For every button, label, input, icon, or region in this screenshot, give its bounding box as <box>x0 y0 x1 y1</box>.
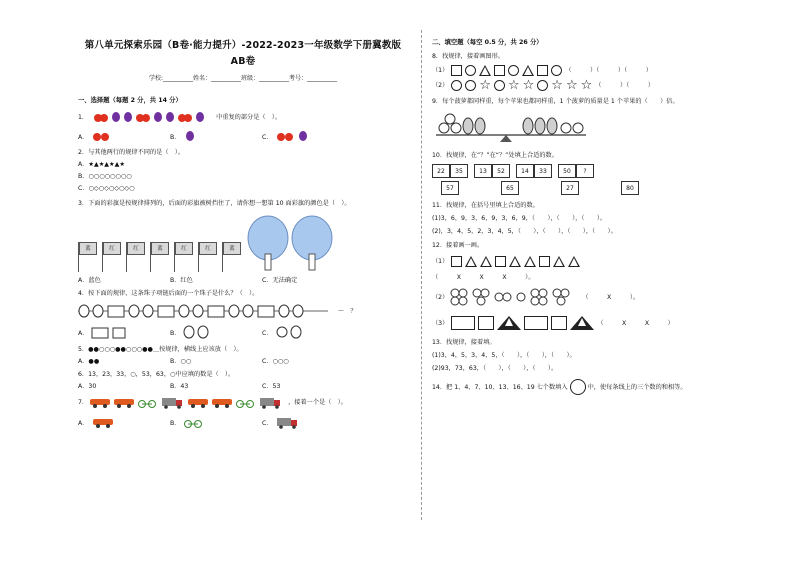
q12-line-2: （2） （ X ）。 <box>432 288 762 306</box>
q12-line-1: （1） <box>432 256 762 267</box>
rectangle-shape <box>451 316 475 330</box>
circle-shape <box>451 80 462 91</box>
q5-options <box>78 357 408 366</box>
q3-options <box>78 276 408 285</box>
star-shape: ☆ <box>507 78 520 93</box>
flag-item <box>78 242 102 272</box>
question-10: 10．找规律，在“？”在“？”处填上合适的数。 <box>432 152 558 159</box>
page-title: 第八单元探索乐园（B卷·能力提升）-2022-2023一年级数学下册冀教版AB卷 <box>84 40 402 67</box>
q12-line-2-blanks[interactable]: （ X ）。 <box>582 293 640 301</box>
q6-option-c[interactable]: C．53 <box>262 383 281 390</box>
q1-option-c[interactable]: C． <box>262 130 312 142</box>
q4-option-c[interactable]: C． <box>262 325 306 339</box>
q8-line-1-blanks[interactable]: （ ）（ ）（ ） <box>565 67 652 74</box>
q8-line-2: （2） ☆ ☆ ☆ ☆ ☆ ☆ （ ）（ ） <box>432 78 655 93</box>
flag-item <box>150 242 174 272</box>
plum-icon <box>166 112 174 122</box>
cherry-icon <box>94 114 108 122</box>
square-shape <box>451 65 462 76</box>
car-icon <box>90 399 110 408</box>
pineapple-icon <box>523 118 557 134</box>
q1-options <box>78 130 408 142</box>
q1-option-b[interactable]: B． <box>170 130 262 142</box>
flag-label: 红 <box>175 242 193 255</box>
star-shape: ☆ <box>565 78 578 93</box>
q13-line-2[interactable]: (2)93，73，63，（ ），（ ），（ ）。 <box>432 365 558 372</box>
rectangle-shape <box>524 316 548 330</box>
circle-shape <box>551 65 562 76</box>
tree-icon <box>248 216 288 270</box>
question-12: 12．接着画一画。 <box>432 242 484 249</box>
rectangle-shape <box>478 316 494 330</box>
truck-icon <box>162 398 182 409</box>
section-fill-heading: 二、填空题（每空 0.5 分，共 26 分） <box>432 39 543 46</box>
question-11: 11．找规律，在括号里填上合适的数。 <box>432 202 539 209</box>
q4-options <box>78 325 408 339</box>
q6-options <box>78 382 408 391</box>
q4-option-b[interactable]: B． <box>170 325 262 339</box>
flag-item <box>126 242 150 272</box>
car-icon <box>212 399 232 408</box>
blank-circle-icon[interactable] <box>570 379 586 395</box>
rectangle-shape <box>551 316 567 330</box>
q5-option-a[interactable]: A．●● <box>78 358 100 365</box>
question-4: 4．按下面的规律，这条珠子项链后面的一个珠子是什么？（ ）。 <box>78 290 259 297</box>
question-2: 2．与其他两行的规律不同的是（ ）。 <box>78 149 185 156</box>
flag-item <box>198 242 222 272</box>
tree-icon <box>292 216 332 270</box>
q7-options <box>78 415 408 429</box>
question-14: 14．把 1、4、7、10、13、16、19 七个数填入 中，使每条线上的三个数的和相等。 <box>432 379 762 395</box>
flag-label: 红 <box>103 242 121 255</box>
triangle-shape <box>480 256 492 267</box>
circle-shape <box>465 65 476 76</box>
q3-option-b[interactable]: B．红色 <box>170 277 193 284</box>
bicycle-icon <box>139 401 156 408</box>
flag-label: 蓝 <box>223 242 241 255</box>
q13-line-1[interactable]: (1)3，4，5，3，4，5，（ ），（ ），（ ）。 <box>432 352 576 359</box>
square-shape <box>537 65 548 76</box>
flag-item <box>174 242 198 272</box>
triangle-shape <box>522 65 534 76</box>
q4-question-mark: ～ ？ <box>338 307 357 315</box>
pineapple-icon <box>463 118 485 134</box>
q11-line-1[interactable]: (1)3，6，9，3，6，9，3，6，9，（ ），（ ），（ ）。 <box>432 215 607 222</box>
q7-option-b[interactable]: B． <box>170 415 262 429</box>
q2-option-a[interactable]: A．★▲★▲★▲★ <box>78 161 125 168</box>
bicycle-icon <box>237 401 254 408</box>
q4-option-a[interactable]: A． <box>78 325 170 339</box>
circle-shape <box>508 65 519 76</box>
balance-scale-illustration <box>436 109 586 143</box>
apple-icon <box>439 114 461 133</box>
q3-option-c[interactable]: C．无法确定 <box>262 277 298 284</box>
question-1: 1． 中重复的部分是（ ）。 <box>78 110 408 124</box>
flag-label: 红 <box>199 242 217 255</box>
plum-icon <box>124 112 132 122</box>
section-choice-heading: 一、选择题（每题 2 分，共 14 分） <box>78 97 182 104</box>
star-shape: ☆ <box>479 78 491 93</box>
car-icon <box>188 399 208 408</box>
triangle-shape <box>479 65 491 76</box>
q7-option-a[interactable]: A． <box>78 415 170 429</box>
q4-bead-chain <box>78 303 408 319</box>
cherry-icon <box>178 114 192 122</box>
q6-option-b[interactable]: B．43 <box>170 383 189 390</box>
plum-icon <box>112 112 120 122</box>
q6-option-a[interactable]: A．30 <box>78 383 97 390</box>
square-shape <box>495 256 506 267</box>
flag-label: 蓝 <box>79 242 97 255</box>
flag-item <box>102 242 126 272</box>
star-shape: ☆ <box>580 78 593 93</box>
bead-chain-icon <box>78 303 338 319</box>
triangle-shape <box>509 256 521 267</box>
apple-icon <box>561 123 583 133</box>
left-column <box>78 38 408 429</box>
q8-line-2-blanks[interactable]: （ ）（ ） <box>595 82 655 89</box>
q5-option-b[interactable]: B．○○ <box>170 358 192 365</box>
flag-label: 红 <box>127 242 145 255</box>
q2-option-c[interactable]: C．○◇○◇○◇○◇○ <box>78 185 135 192</box>
square-shape <box>539 256 550 267</box>
truck-icon <box>260 398 280 409</box>
student-info-line: 学校:__________姓名：__________班级：__________考号：__________ <box>148 75 338 82</box>
q1-option-a[interactable]: A． <box>78 130 170 142</box>
q2-option-b[interactable]: B．○○○○○○○○ <box>78 173 132 180</box>
q11-line-2[interactable]: (2)，3，4，5，2，3，4，5，（ ），（ ），（ ），（ ）。 <box>432 228 617 235</box>
q7-vehicle-sequence <box>88 395 288 409</box>
q12-line-3-blanks[interactable]: （ X X ） <box>597 319 674 327</box>
question-3: 3．下面的彩旗是按规律排列的，后面的彩旗被树挡住了，请你想一想第 10 面彩旗的颜色是（ ）。 <box>78 200 351 207</box>
star-shape: ☆ <box>522 78 535 93</box>
cherry-icon <box>136 114 150 122</box>
triangle-shape <box>568 256 580 267</box>
triangle-shape <box>524 256 536 267</box>
flag-label: 蓝 <box>151 242 169 255</box>
car-icon <box>114 399 134 408</box>
square-shape <box>451 256 462 267</box>
question-6: 6．13，23，33，○，53，63，○中应填的数是（ ）。 <box>78 371 235 378</box>
q1-fruit-sequence <box>92 110 212 124</box>
q5-option-c[interactable]: C．○○○ <box>262 358 289 365</box>
q7-option-c[interactable]: C． <box>262 415 300 429</box>
square-shape <box>494 65 505 76</box>
question-13: 13．找规律，接着填。 <box>432 339 496 346</box>
q12-line-1-blanks[interactable]: （ X X X ）。 <box>432 274 535 281</box>
circle-cluster-sequence <box>450 288 580 306</box>
q3-flags-and-trees <box>78 214 408 272</box>
tree-icons <box>246 214 342 272</box>
triangle-shape <box>497 316 521 330</box>
circle-shape <box>465 80 476 91</box>
triangle-shape <box>553 256 565 267</box>
right-column <box>432 38 762 395</box>
question-8: 8．找规律，接着画图形。 <box>432 53 504 60</box>
question-9: 9．每个菠萝都同样重，每个苹果也都同样重，1 个菠萝的质量是 1 个苹果的（ ）倍。 <box>432 98 679 105</box>
q3-option-a[interactable]: A．蓝色 <box>78 277 101 284</box>
triangle-shape <box>465 256 477 267</box>
plum-icon <box>154 112 162 122</box>
circle-shape <box>494 80 505 91</box>
flag-row <box>78 242 246 272</box>
column-divider <box>421 30 422 520</box>
triangle-shape <box>570 316 594 330</box>
circle-shape <box>537 80 548 91</box>
plum-icon <box>196 112 204 122</box>
question-7: 7． ，接着一个是（ ）。 <box>78 395 408 409</box>
star-shape: ☆ <box>551 78 563 93</box>
q8-line-1: （1） （ ）（ ）（ ） <box>432 67 652 74</box>
question-5: 5．●●○○○●●○○○●●＿按规律，横线上应该放（ ）。 <box>78 346 243 353</box>
flag-item <box>222 242 246 272</box>
q12-line-3: （3） （ X X ） <box>432 316 762 330</box>
q10-number-boxes: 22 35 13 52 14 33 50 ? 57 65 27 80 <box>432 164 762 195</box>
